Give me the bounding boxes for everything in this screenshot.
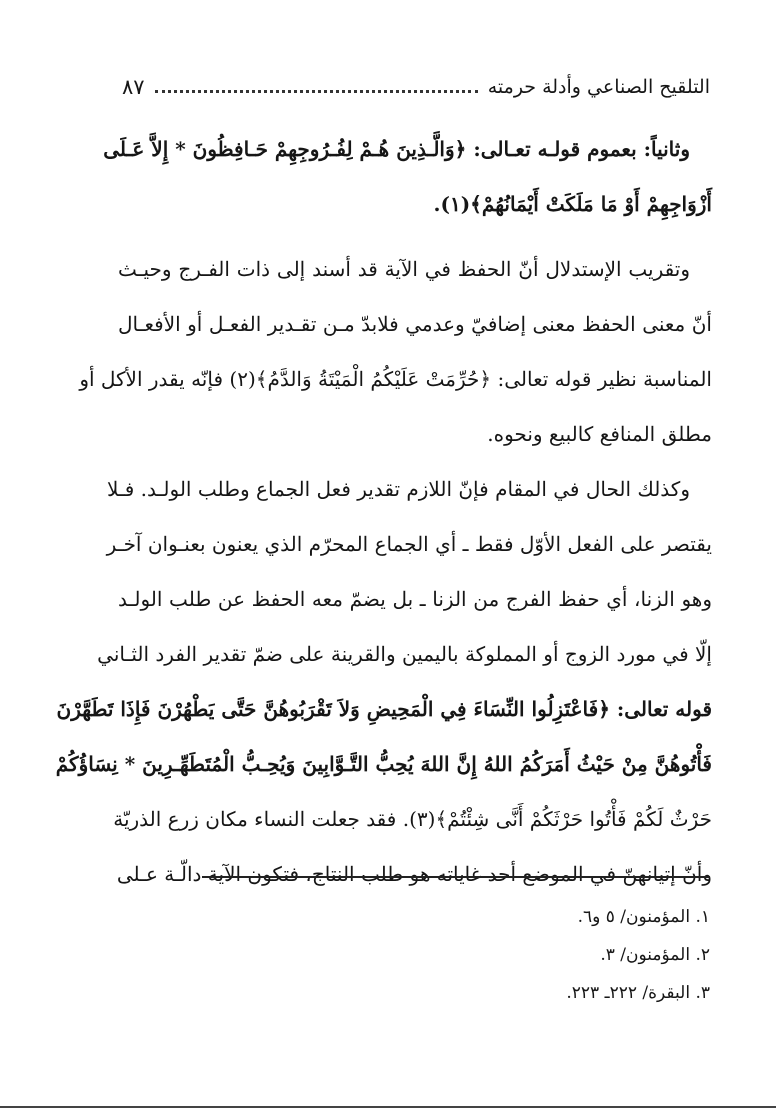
page-bottom-edge — [0, 1106, 776, 1108]
text-line: المناسبة نظير قوله تعالى: ﴿حُرِّمَتْ عَلَيْكُمُ الْمَيْتَةُ وَالدَّمُ﴾(٢) فإنّه يقدر الأكل أو — [79, 367, 712, 391]
running-title: التلقيح الصناعي وأدلة حرمته — [487, 76, 710, 98]
text-line: وكذلك الحال في المقام فإنّ اللازم تقدير فعل الجماع وطلب الولـد. فـلا — [106, 477, 690, 501]
footnote-3: ٣. البقرة/ ٢٢٢ـ ٢٢٣. — [566, 983, 710, 1003]
paragraph-3 — [55, 462, 712, 902]
text-line: فَأْتُوهُنَّ مِنْ حَيْثُ أَمَرَكُمُ اللهُ إِنَّ اللهَ يُحِبُّ التَّـوَّابِينَ وَيُحِـبُّ الْمُتَطَهِّـرِينَ * نِسَاؤُكُمْ — [55, 752, 712, 776]
text-line: وثانياً: بعموم قولـه تعـالى: ﴿وَالَّـذِينَ هُـمْ لِفُـرُوجِهِمْ حَـافِظُونَ * إِلاَّ عَـلَى — [103, 137, 690, 161]
text-line: يقتصر على الفعل الأوّل فقط ـ أي الجماع المحرّم الذي يعنون بعنـوان آخـر — [106, 532, 712, 556]
text-line: قوله تعالى: ﴿فَاعْتَزِلُوا النِّسَاءَ فِي الْمَحِيضِ وَلاَ تَقْرَبُوهُنَّ حَتَّى يَطْهُرْنَ فَإِذَا تَطَهَّرْنَ — [56, 697, 712, 721]
body-text — [55, 122, 712, 902]
paragraph-2 — [79, 242, 712, 462]
dotted-leader — [155, 90, 478, 93]
text-line: وتقريب الإستدلال أنّ الحفظ في الآية قد أسند إلى ذات الفـرج وحيـث — [118, 257, 690, 281]
paragraph-1 — [103, 122, 712, 232]
page-header — [122, 70, 710, 104]
text-line: وأنّ إتيانهنّ في الموضع أحد غاياته هو طلب النتاج، فتكون الآية دالّـة عـلى — [116, 862, 712, 886]
text-line: أَزْوَاجِهِمْ أَوْ مَا مَلَكَتْ أَيْمَانُهُمْ﴾(١). — [433, 192, 712, 216]
text-line: أنّ معنى الحفظ معنى إضافيّ وعدمي فلابدّ مـن تقـدير الفعـل أو الأفعـال — [118, 312, 712, 336]
footnote-1: ١. المؤمنون/ ٥ و٦. — [577, 907, 710, 927]
footnote-2: ٢. المؤمنون/ ٣. — [600, 945, 710, 965]
text-line: إلّا في مورد الزوج أو المملوكة باليمين والقرينة على ضمّ تقدير الفرد الثـاني — [97, 642, 712, 666]
text-line: وهو الزنا، أي حفظ الفرج من الزنا ـ بل يضمّ معه الحفظ عن طلب الولـد — [118, 587, 712, 611]
text-line: مطلق المنافع كالبيع ونحوه. — [487, 422, 712, 446]
text-line: حَرْثٌ لَكُمْ فَأْتُوا حَرْثَكُمْ أَنَّى شِئْتُمْ﴾(٣). فقد جعلت النساء مكان زرع الذريّة — [113, 807, 712, 831]
page-number: ٨٧ — [122, 75, 145, 99]
footnotes — [300, 898, 710, 1012]
footnote-separator — [202, 876, 710, 878]
